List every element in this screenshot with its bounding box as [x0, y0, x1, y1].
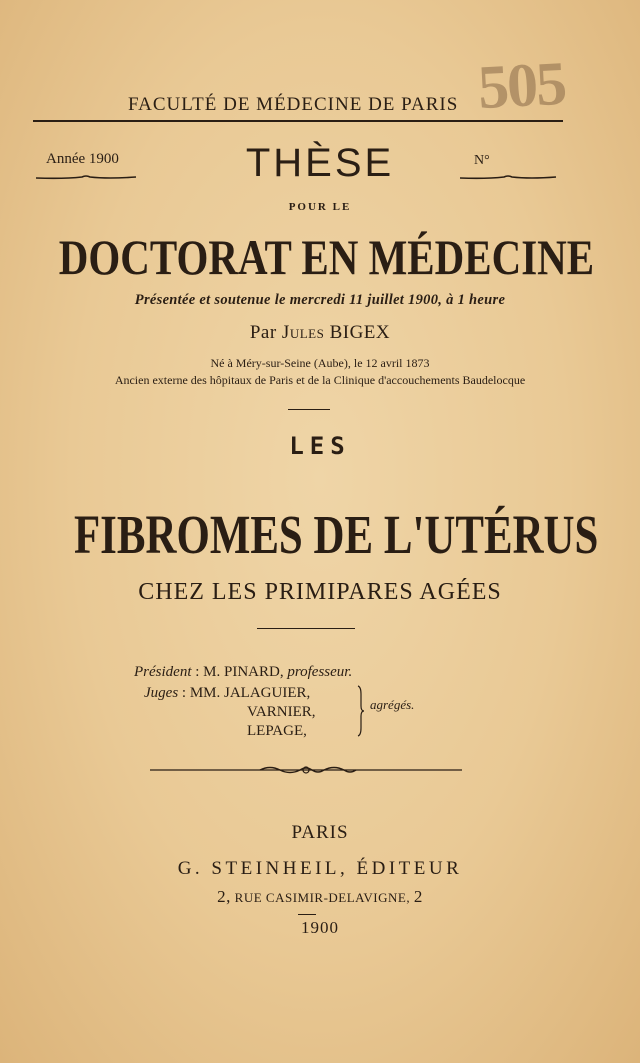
header-rule: [33, 120, 563, 122]
imprint-year: 1900: [301, 918, 339, 937]
president-mm: M.: [203, 664, 221, 680]
street-number-2: 2: [413, 887, 423, 906]
imprint-publisher: G. STEINHEIL, ÉDITEUR: [177, 858, 463, 879]
agreges-label: agrégés.: [370, 697, 415, 712]
juges-mm: MM.: [189, 685, 221, 701]
brace-ornament: [357, 684, 365, 738]
number-swash-ornament: [458, 174, 558, 180]
faculty-heading: FACULTÉ DE MÉDECINE DE PARIS: [128, 94, 459, 115]
juge-2: VARNIER,: [247, 704, 316, 720]
ornamental-divider: [150, 763, 462, 777]
section-rule-1: [288, 409, 330, 410]
year-label: Année 1900: [46, 151, 119, 167]
career-line: Ancien externe des hôpitaux de Paris et de la Clinique d'accouchements Baudelocque: [114, 373, 526, 387]
pour-le-label: POUR LE: [288, 201, 352, 213]
these-title: THÈSE: [245, 141, 395, 185]
author-line: [0, 322, 640, 344]
subject-article: LES: [289, 432, 351, 460]
doctorate-heading: [0, 226, 640, 288]
jury-president-line: Président : M. PINARD, professeur.: [134, 664, 353, 680]
author-prefix: Par: [249, 322, 277, 343]
number-label: N°: [474, 153, 490, 168]
section-rule-2: [257, 628, 355, 629]
subject-title: [0, 500, 640, 570]
subject-subtitle: CHEZ LES PRIMIPARES AGÉES: [138, 579, 502, 605]
author-last-name: BIGEX: [329, 322, 391, 343]
imprint-rule: [298, 914, 316, 915]
juge-1: JALAGUIER,: [224, 685, 311, 701]
president-label: Président: [134, 664, 192, 680]
subject-title-text: FIBROMES DE L'UTÉRUS: [73, 504, 599, 565]
doctorate-heading-text: DOCTORAT EN MÉDECINE: [58, 229, 595, 285]
imprint-address: [0, 888, 640, 907]
street-name: RUE CASIMIR-DELAVIGNE,: [234, 890, 411, 905]
birth-line: Né à Méry-sur-Seine (Aube), le 12 avril 1873: [210, 356, 430, 370]
juges-label: Juges: [144, 685, 179, 701]
president-name: PINARD,: [224, 664, 284, 680]
defense-date-line: Présentée et soutenue le mercredi 11 juillet 1900, à 1 heure: [134, 292, 506, 308]
president-title: professeur.: [287, 664, 353, 680]
library-stamp-number: 505: [476, 49, 567, 123]
juge-3: LEPAGE,: [247, 723, 307, 739]
jury-juges-line: Juges : MM. JALAGUIER,: [144, 685, 311, 701]
author-first-name: Jules: [281, 322, 325, 343]
street-number-1: 2,: [217, 887, 231, 906]
imprint-city: PARIS: [291, 822, 349, 843]
